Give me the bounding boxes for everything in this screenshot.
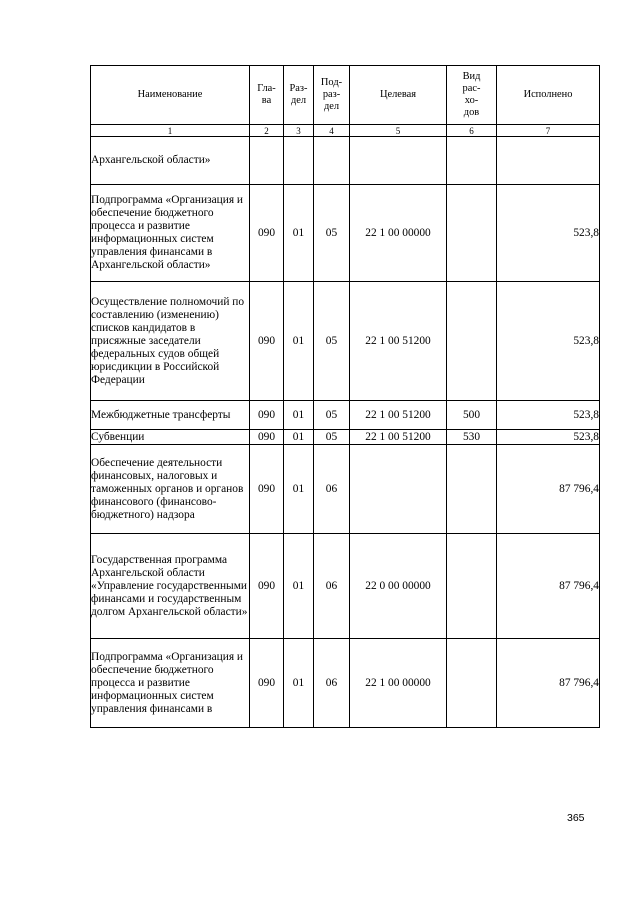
table-row bbox=[91, 137, 600, 185]
row-vid bbox=[447, 282, 497, 401]
row-vid bbox=[447, 639, 497, 728]
header-target bbox=[350, 66, 447, 125]
header-glava-label: Гла- ва bbox=[257, 83, 276, 106]
table-row bbox=[91, 185, 600, 282]
header-glava bbox=[250, 66, 284, 125]
row-razdel bbox=[284, 137, 314, 185]
column-number: 1 bbox=[91, 125, 250, 137]
row-target: 22 1 00 00000 bbox=[350, 185, 447, 282]
row-vid bbox=[447, 185, 497, 282]
header-done bbox=[497, 66, 600, 125]
row-target: 22 1 00 00000 bbox=[350, 639, 447, 728]
row-done bbox=[497, 137, 600, 185]
row-target bbox=[350, 445, 447, 534]
column-number: 3 bbox=[284, 125, 314, 137]
row-vid: 530 bbox=[447, 430, 497, 445]
header-podrazdel bbox=[314, 66, 350, 125]
header-done-label: Исполнено bbox=[523, 89, 573, 100]
row-podrazdel: 05 bbox=[314, 282, 350, 401]
row-vid: 500 bbox=[447, 401, 497, 430]
column-number: 5 bbox=[350, 125, 447, 137]
row-podrazdel: 06 bbox=[314, 639, 350, 728]
page-number: 365 bbox=[567, 812, 585, 824]
column-number: 2 bbox=[250, 125, 284, 137]
row-done: 523,8 bbox=[497, 430, 600, 445]
row-glava: 090 bbox=[250, 445, 284, 534]
row-vid bbox=[447, 445, 497, 534]
column-number: 7 bbox=[497, 125, 600, 137]
row-glava: 090 bbox=[250, 430, 284, 445]
row-name: Подпрограмма «Организация и обеспечение бюджетного процесса и развитие информационных систем управления финансами в bbox=[91, 639, 250, 728]
row-glava: 090 bbox=[250, 534, 284, 639]
row-podrazdel: 05 bbox=[314, 430, 350, 445]
row-razdel: 01 bbox=[284, 401, 314, 430]
row-glava bbox=[250, 137, 284, 185]
row-razdel: 01 bbox=[284, 282, 314, 401]
column-number-row bbox=[91, 125, 600, 137]
header-razdel-label: Раз- дел bbox=[289, 83, 308, 106]
row-target: 22 0 00 00000 bbox=[350, 534, 447, 639]
column-number: 6 bbox=[447, 125, 497, 137]
row-name: Осуществление полномочий по составлению (изменению) списков кандидатов в присяжные заседатели федеральных судов общей юрисдикции в Российской Федерации bbox=[91, 282, 250, 401]
row-done: 523,8 bbox=[497, 282, 600, 401]
row-target: 22 1 00 51200 bbox=[350, 401, 447, 430]
row-podrazdel bbox=[314, 137, 350, 185]
header-vid-label: Вид рас- хо- дов bbox=[462, 71, 481, 118]
row-name: Подпрограмма «Организация и обеспечение бюджетного процесса и развитие информационных систем управления финансами в Архангельской области» bbox=[91, 185, 250, 282]
row-done: 87 796,4 bbox=[497, 445, 600, 534]
row-target: 22 1 00 51200 bbox=[350, 282, 447, 401]
row-podrazdel: 06 bbox=[314, 534, 350, 639]
table-header-row bbox=[91, 66, 600, 125]
row-name: Межбюджетные трансферты bbox=[91, 401, 250, 430]
row-podrazdel: 05 bbox=[314, 401, 350, 430]
row-razdel: 01 bbox=[284, 445, 314, 534]
header-name-label: Наименование bbox=[137, 89, 203, 100]
row-vid bbox=[447, 137, 497, 185]
row-glava: 090 bbox=[250, 401, 284, 430]
row-target bbox=[350, 137, 447, 185]
row-vid bbox=[447, 534, 497, 639]
row-name: Субвенции bbox=[91, 430, 250, 445]
row-razdel: 01 bbox=[284, 185, 314, 282]
table-row bbox=[91, 401, 600, 430]
header-target-label: Целевая bbox=[379, 89, 417, 100]
budget-table bbox=[90, 65, 600, 728]
row-done: 523,8 bbox=[497, 401, 600, 430]
header-podrazdel-label: Под- раз- дел bbox=[320, 77, 343, 112]
row-razdel: 01 bbox=[284, 534, 314, 639]
header-name bbox=[91, 66, 250, 125]
row-razdel: 01 bbox=[284, 430, 314, 445]
row-done: 87 796,4 bbox=[497, 534, 600, 639]
row-podrazdel: 06 bbox=[314, 445, 350, 534]
table-row bbox=[91, 445, 600, 534]
row-done: 523,8 bbox=[497, 185, 600, 282]
header-vid bbox=[447, 66, 497, 125]
row-done: 87 796,4 bbox=[497, 639, 600, 728]
table-row bbox=[91, 639, 600, 728]
row-name: Архангельской области» bbox=[91, 137, 250, 185]
column-number: 4 bbox=[314, 125, 350, 137]
table-row bbox=[91, 430, 600, 445]
row-name: Обеспечение деятельности финансовых, налоговых и таможенных органов и органов финансового (финансово-бюджетного) надзора bbox=[91, 445, 250, 534]
row-glava: 090 bbox=[250, 282, 284, 401]
row-glava: 090 bbox=[250, 639, 284, 728]
table-row bbox=[91, 534, 600, 639]
header-razdel bbox=[284, 66, 314, 125]
row-target: 22 1 00 51200 bbox=[350, 430, 447, 445]
table-row bbox=[91, 282, 600, 401]
row-podrazdel: 05 bbox=[314, 185, 350, 282]
row-razdel: 01 bbox=[284, 639, 314, 728]
row-glava: 090 bbox=[250, 185, 284, 282]
row-name: Государственная программа Архангельской области «Управление государственными финансами и государственным долгом Архангельской области» bbox=[91, 534, 250, 639]
